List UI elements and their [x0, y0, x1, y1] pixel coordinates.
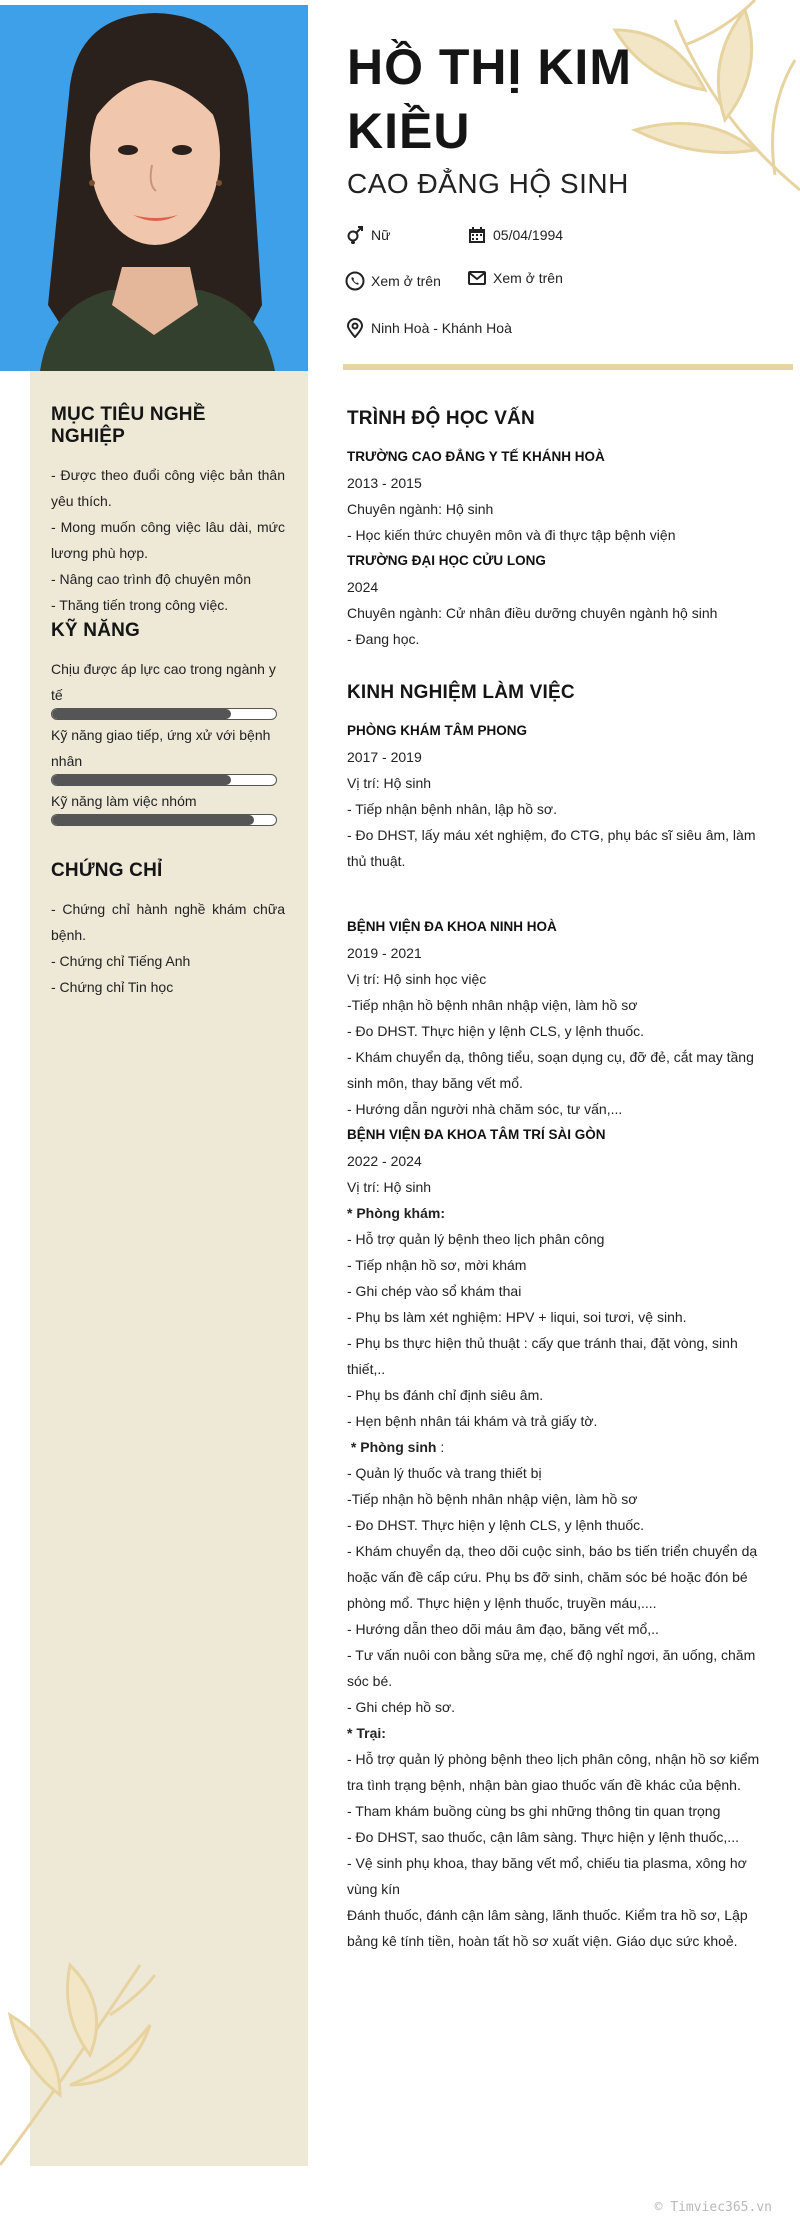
contact-phone — [345, 271, 441, 291]
job-line: - Khám chuyển dạ, thông tiểu, soạn dụng cụ, đỡ đẻ, cắt may tầng sinh môn, thay băng vết mổ. — [347, 1049, 754, 1091]
leaf-decoration-bottom — [0, 1945, 160, 2170]
job-line: -Tiếp nhận hồ bệnh nhân nhập viện, làm hồ sơ — [347, 997, 638, 1013]
header-divider — [343, 364, 793, 370]
education-major: Chuyên ngành: Hộ sinh — [347, 501, 494, 517]
certificates-heading: CHỨNG CHỈ — [51, 860, 163, 881]
contact-address — [345, 318, 512, 338]
certificates-section — [51, 860, 285, 1000]
job-period: 2019 - 2021 — [347, 945, 422, 961]
skill-bar — [51, 708, 277, 720]
certificate-line: - Chứng chỉ Tiếng Anh — [51, 953, 191, 969]
experience-heading: KINH NGHIỆM LÀM VIỆC — [347, 682, 575, 703]
candidate-title: CAO ĐẲNG HỘ SINH — [347, 168, 629, 199]
objective-line: - Nâng cao trình độ chuyên môn — [51, 571, 252, 587]
job-line: - Phụ bs thực hiện thủ thuật : cấy que tránh thai, đặt vòng, sinh thiết,.. — [347, 1335, 738, 1377]
job-period: 2017 - 2019 — [347, 749, 422, 765]
skill-fill — [52, 709, 231, 719]
education-period: 2013 - 2015 — [347, 475, 422, 491]
job-line: - Vệ sinh phụ khoa, thay băng vết mổ, chiếu tia plasma, xông hơ vùng kín — [347, 1855, 747, 1897]
job-line: Đánh thuốc, đánh cận lâm sàng, lãnh thuốc. Kiểm tra hồ sơ, Lập bảng kê tính tiền, hoàn tất hồ sơ xuất viện. Giáo dục sức khoẻ. — [347, 1907, 748, 1949]
calendar-icon — [467, 225, 487, 245]
location-icon — [345, 318, 365, 338]
job-line: - Phụ bs đánh chỉ định siêu âm. — [347, 1387, 544, 1403]
education-note: - Đang học. — [347, 631, 420, 647]
skill-label: Kỹ năng giao tiếp, ứng xử với bệnh nhân — [51, 727, 271, 769]
job-line: - Hỗ trợ quản lý phòng bệnh theo lịch phân công, nhận hồ sơ kiểm tra tình trạng bệnh, nhận bàn giao thuốc vấn đề khác của bệnh. — [347, 1751, 760, 1793]
job-1 — [347, 718, 777, 874]
job-line: - Tư vấn nuôi con bằng sữa mẹ, chế độ nghỉ ngơi, ăn uống, chăm sóc bé. — [347, 1647, 756, 1689]
job-line: - Ghi chép hồ sơ. — [347, 1699, 456, 1715]
job-line: - Đo DHST, sao thuốc, cận lâm sàng. Thực hiện y lệnh thuốc,... — [347, 1829, 739, 1845]
subsection-suffix: : — [436, 1439, 445, 1455]
certificate-line: - Chứng chỉ Tin học — [51, 979, 174, 995]
employer-name: BỆNH VIỆN ĐA KHOA TÂM TRÍ SÀI GÒN — [347, 1127, 606, 1142]
objective-section — [51, 404, 285, 618]
skill-label: Kỹ năng làm việc nhóm — [51, 793, 197, 809]
job-line: - Hướng dẫn theo dõi máu âm đạo, băng vết mổ,.. — [347, 1621, 659, 1637]
skills-section — [51, 620, 285, 828]
education-section — [347, 408, 777, 652]
subsection-heading: * Phòng sinh — [347, 1439, 437, 1455]
job-line: - Đo DHST. Thực hiện y lệnh CLS, y lệnh thuốc. — [347, 1023, 645, 1039]
job-line: Vị trí: Hộ sinh học việc — [347, 971, 487, 987]
skills-heading: KỸ NĂNG — [51, 620, 141, 641]
skill-fill — [52, 775, 231, 785]
footer-watermark: © Timviec365.vn — [654, 2200, 772, 2215]
objective-heading: MỤC TIÊU NGHỀ NGHIỆP — [51, 404, 206, 447]
objective-line: - Mong muốn công việc lâu dài, mức lương phù hợp. — [51, 519, 285, 561]
job-line: Vị trí: Hộ sinh — [347, 775, 432, 791]
job-line: - Đo DHST, lấy máu xét nghiệm, đo CTG, phụ bác sĩ siêu âm, làm thủ thuật. — [347, 827, 756, 869]
job-3 — [347, 1122, 777, 1954]
objective-line: - Được theo đuổi công việc bản thân yêu thích. — [51, 467, 285, 509]
subsection-heading-line — [347, 1434, 777, 1460]
employer-name: PHÒNG KHÁM TÂM PHONG — [347, 723, 527, 738]
gender-text: Nữ — [371, 227, 391, 243]
job-line: - Ghi chép vào sổ khám thai — [347, 1283, 522, 1299]
certificate-line: - Chứng chỉ hành nghề khám chữa bệnh. — [51, 901, 285, 943]
job-line: -Tiếp nhận hồ bệnh nhân nhập viện, làm hồ sơ — [347, 1491, 638, 1507]
experience-section — [347, 682, 777, 1954]
education-heading: TRÌNH ĐỘ HỌC VẤN — [347, 408, 535, 429]
phone-text: Xem ở trên — [371, 273, 441, 289]
phone-icon — [345, 271, 365, 291]
address-text: Ninh Hoà - Khánh Hoà — [371, 320, 512, 336]
email-text: Xem ở trên — [493, 270, 563, 286]
school-name: TRƯỜNG ĐẠI HỌC CỬU LONG — [347, 553, 546, 568]
objective-line: - Thăng tiến trong công việc. — [51, 597, 229, 613]
job-line: - Đo DHST. Thực hiện y lệnh CLS, y lệnh thuốc. — [347, 1517, 645, 1533]
job-line: - Hỗ trợ quản lý bệnh theo lịch phân công — [347, 1231, 605, 1247]
job-line: - Khám chuyển dạ, theo dõi cuộc sinh, báo bs tiến triển chuyển dạ hoặc vấn đề cấp cứu. Phụ bs đỡ sinh, chăm sóc bé hoặc đón bé phòng mổ. Thực hiện y lệnh thuốc, truyền máu,.... — [347, 1543, 758, 1611]
job-position: Vị trí: Hộ sinh — [347, 1179, 432, 1195]
subsection-heading: * Phòng khám: — [347, 1205, 446, 1221]
education-period: 2024 — [347, 579, 379, 595]
contact-birthdate — [467, 225, 563, 245]
job-line: - Phụ bs làm xét nghiệm: HPV + liqui, soi tươi, vệ sinh. — [347, 1309, 687, 1325]
skill-label: Chịu được áp lực cao trong ngành y tế — [51, 661, 276, 703]
skill-bar — [51, 814, 277, 826]
skill-fill — [52, 815, 254, 825]
contact-gender — [345, 225, 390, 245]
job-line: - Tham khám buồng cùng bs ghi những thông tin quan trọng — [347, 1803, 721, 1819]
email-icon — [467, 268, 487, 288]
job-period: 2022 - 2024 — [347, 1153, 422, 1169]
subsection-heading: * Trại: — [347, 1725, 386, 1741]
job-line: - Hẹn bệnh nhân tái khám và trả giấy tờ. — [347, 1413, 598, 1429]
education-major: Chuyên ngành: Cử nhân điều dưỡng chuyên ngành hộ sinh — [347, 605, 718, 621]
contact-email — [467, 268, 563, 288]
candidate-name: HỒ THỊ KIM KIỀU — [347, 39, 632, 159]
employer-name: BỆNH VIỆN ĐA KHOA NINH HOÀ — [347, 919, 557, 934]
job-line: - Hướng dẫn người nhà chăm sóc, tư vấn,... — [347, 1101, 623, 1117]
school-name: TRƯỜNG CAO ĐẲNG Y TẾ KHÁNH HOÀ — [347, 449, 605, 464]
job-line: - Quản lý thuốc và trang thiết bị — [347, 1465, 542, 1481]
profile-photo — [0, 5, 308, 371]
job-line: - Tiếp nhận hồ sơ, mời khám — [347, 1257, 527, 1273]
skill-bar — [51, 774, 277, 786]
gender-icon — [345, 225, 365, 245]
education-note: - Học kiến thức chuyên môn và đi thực tập bệnh viện — [347, 527, 676, 543]
job-line: - Tiếp nhận bệnh nhân, lập hồ sơ. — [347, 801, 557, 817]
birthdate-text: 05/04/1994 — [493, 227, 564, 243]
job-2 — [347, 914, 777, 1122]
